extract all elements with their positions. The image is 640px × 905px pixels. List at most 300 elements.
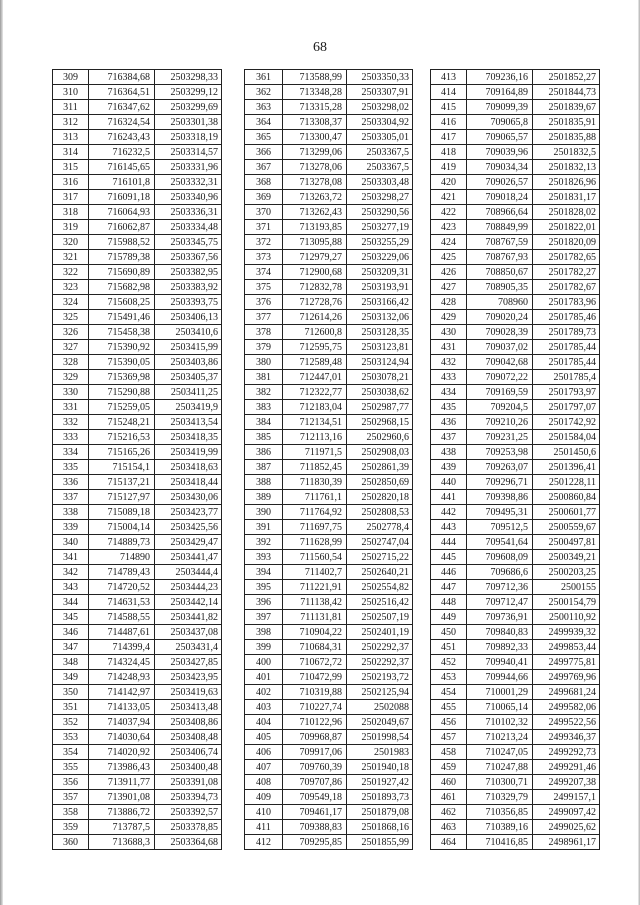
coordinate-table-2 [244, 69, 413, 850]
x-coordinate-cell: 712614,26 [283, 310, 347, 325]
point-number-cell: 373 [245, 250, 283, 265]
y-coordinate-cell: 2503419,99 [155, 445, 222, 460]
point-number-cell: 316 [53, 175, 89, 190]
table-row [431, 490, 600, 505]
x-coordinate-cell: 715216,53 [89, 430, 155, 445]
point-number-cell: 388 [245, 475, 283, 490]
y-coordinate-cell: 2503298,02 [347, 100, 413, 115]
table-row [245, 310, 413, 325]
x-coordinate-cell: 709736,91 [467, 610, 533, 625]
x-coordinate-cell: 708850,67 [467, 265, 533, 280]
point-number-cell: 336 [53, 475, 89, 490]
x-coordinate-cell: 709608,09 [467, 550, 533, 565]
table-row [53, 655, 222, 670]
table-row [431, 820, 600, 835]
y-coordinate-cell: 2499207,38 [533, 775, 600, 790]
table-row [245, 670, 413, 685]
y-coordinate-cell: 2503299,12 [155, 85, 222, 100]
x-coordinate-cell: 715004,14 [89, 520, 155, 535]
table-row [53, 100, 222, 115]
x-coordinate-cell: 716232,5 [89, 145, 155, 160]
point-number-cell: 463 [431, 820, 467, 835]
point-number-cell: 382 [245, 385, 283, 400]
x-coordinate-cell: 708767,59 [467, 235, 533, 250]
x-coordinate-cell: 713095,88 [283, 235, 347, 250]
x-coordinate-cell: 709541,64 [467, 535, 533, 550]
table-row [245, 475, 413, 490]
point-number-cell: 434 [431, 385, 467, 400]
y-coordinate-cell: 2503419,63 [155, 685, 222, 700]
y-coordinate-cell: 2503209,31 [347, 265, 413, 280]
y-coordinate-cell: 2500349,21 [533, 550, 600, 565]
point-number-cell: 353 [53, 730, 89, 745]
point-number-cell: 395 [245, 580, 283, 595]
x-coordinate-cell: 710472,99 [283, 670, 347, 685]
table-row [53, 280, 222, 295]
y-coordinate-cell: 2502088 [347, 700, 413, 715]
y-coordinate-cell: 2503418,63 [155, 460, 222, 475]
y-coordinate-cell: 2502820,18 [347, 490, 413, 505]
point-number-cell: 389 [245, 490, 283, 505]
coordinate-table-1 [52, 69, 222, 850]
y-coordinate-cell: 2503336,31 [155, 205, 222, 220]
y-coordinate-cell: 2503132,06 [347, 310, 413, 325]
point-number-cell: 425 [431, 250, 467, 265]
point-number-cell: 327 [53, 340, 89, 355]
y-coordinate-cell: 2503418,35 [155, 430, 222, 445]
y-coordinate-cell: 2501835,88 [533, 130, 600, 145]
y-coordinate-cell: 2501793,97 [533, 385, 600, 400]
table-row [245, 370, 413, 385]
table-row [431, 790, 600, 805]
point-number-cell: 349 [53, 670, 89, 685]
x-coordinate-cell: 711852,45 [283, 460, 347, 475]
table-row [431, 415, 600, 430]
y-coordinate-cell: 2499346,37 [533, 730, 600, 745]
point-number-cell: 413 [431, 70, 467, 85]
table-row [431, 145, 600, 160]
point-number-cell: 317 [53, 190, 89, 205]
point-number-cell: 318 [53, 205, 89, 220]
table-row [245, 550, 413, 565]
x-coordinate-cell: 715137,21 [89, 475, 155, 490]
point-number-cell: 412 [245, 835, 283, 850]
point-number-cell: 455 [431, 700, 467, 715]
table-row [245, 655, 413, 670]
x-coordinate-cell: 711971,5 [283, 445, 347, 460]
y-coordinate-cell: 2501228,11 [533, 475, 600, 490]
table-row [53, 460, 222, 475]
y-coordinate-cell: 2503441,47 [155, 550, 222, 565]
table-row [53, 745, 222, 760]
table-row [53, 205, 222, 220]
x-coordinate-cell: 713278,06 [283, 160, 347, 175]
x-coordinate-cell: 716347,62 [89, 100, 155, 115]
table-row [431, 580, 600, 595]
y-coordinate-cell: 2499157,1 [533, 790, 600, 805]
point-number-cell: 309 [53, 70, 89, 85]
x-coordinate-cell: 709712,47 [467, 595, 533, 610]
point-number-cell: 429 [431, 310, 467, 325]
x-coordinate-cell: 716145,65 [89, 160, 155, 175]
table-row [245, 385, 413, 400]
table-row [245, 460, 413, 475]
x-coordinate-cell: 708849,99 [467, 220, 533, 235]
x-coordinate-cell: 709018,24 [467, 190, 533, 205]
point-number-cell: 418 [431, 145, 467, 160]
point-number-cell: 347 [53, 640, 89, 655]
y-coordinate-cell: 2499097,42 [533, 805, 600, 820]
x-coordinate-cell: 713886,72 [89, 805, 155, 820]
y-coordinate-cell: 2501396,41 [533, 460, 600, 475]
table-row [431, 235, 600, 250]
x-coordinate-cell: 713588,99 [283, 70, 347, 85]
x-coordinate-cell: 714248,93 [89, 670, 155, 685]
y-coordinate-cell: 2503437,08 [155, 625, 222, 640]
table-row [431, 100, 600, 115]
y-coordinate-cell: 2499853,44 [533, 640, 600, 655]
point-number-cell: 320 [53, 235, 89, 250]
y-coordinate-cell: 2503431,4 [155, 640, 222, 655]
table-row [53, 595, 222, 610]
table-row [53, 355, 222, 370]
y-coordinate-cell: 2503423,77 [155, 505, 222, 520]
x-coordinate-cell: 710389,16 [467, 820, 533, 835]
x-coordinate-cell: 709892,33 [467, 640, 533, 655]
table-row [53, 835, 222, 850]
table-row [245, 685, 413, 700]
x-coordinate-cell: 716364,51 [89, 85, 155, 100]
table-row [245, 700, 413, 715]
table-row [431, 85, 600, 100]
point-number-cell: 423 [431, 220, 467, 235]
y-coordinate-cell: 2501832,13 [533, 160, 600, 175]
coordinate-tables [0, 69, 640, 848]
x-coordinate-cell: 711138,42 [283, 595, 347, 610]
table-row [431, 805, 600, 820]
y-coordinate-cell: 2503367,5 [347, 145, 413, 160]
table-row [431, 715, 600, 730]
table-row [53, 190, 222, 205]
table-row [53, 805, 222, 820]
table-row [431, 670, 600, 685]
x-coordinate-cell: 714133,05 [89, 700, 155, 715]
table-row [431, 445, 600, 460]
point-number-cell: 397 [245, 610, 283, 625]
table-row [53, 520, 222, 535]
table-row [245, 445, 413, 460]
x-coordinate-cell: 712113,16 [283, 430, 347, 445]
table-row [245, 835, 413, 850]
table-row [53, 265, 222, 280]
x-coordinate-cell: 709231,25 [467, 430, 533, 445]
x-coordinate-cell: 709707,86 [283, 775, 347, 790]
x-coordinate-cell: 709968,87 [283, 730, 347, 745]
table-row [245, 325, 413, 340]
table-row [431, 205, 600, 220]
table-row [245, 190, 413, 205]
table-row [245, 115, 413, 130]
point-number-cell: 399 [245, 640, 283, 655]
table-row [431, 355, 600, 370]
y-coordinate-cell: 2503277,19 [347, 220, 413, 235]
y-coordinate-cell: 2503383,92 [155, 280, 222, 295]
x-coordinate-cell: 709072,22 [467, 370, 533, 385]
x-coordinate-cell: 712447,01 [283, 370, 347, 385]
x-coordinate-cell: 715089,18 [89, 505, 155, 520]
y-coordinate-cell: 2503391,08 [155, 775, 222, 790]
y-coordinate-cell: 2503441,82 [155, 610, 222, 625]
point-number-cell: 433 [431, 370, 467, 385]
x-coordinate-cell: 713315,28 [283, 100, 347, 115]
x-coordinate-cell: 712900,68 [283, 265, 347, 280]
table-row [431, 310, 600, 325]
y-coordinate-cell: 2502960,6 [347, 430, 413, 445]
x-coordinate-cell: 716101,8 [89, 175, 155, 190]
table-row [431, 370, 600, 385]
point-number-cell: 329 [53, 370, 89, 385]
x-coordinate-cell: 716091,18 [89, 190, 155, 205]
x-coordinate-cell: 714487,61 [89, 625, 155, 640]
y-coordinate-cell: 2501893,73 [347, 790, 413, 805]
x-coordinate-cell: 713262,43 [283, 205, 347, 220]
x-coordinate-cell: 710319,88 [283, 685, 347, 700]
table-row [431, 115, 600, 130]
table-row [245, 70, 413, 85]
y-coordinate-cell: 2499291,46 [533, 760, 600, 775]
x-coordinate-cell: 715682,98 [89, 280, 155, 295]
point-number-cell: 446 [431, 565, 467, 580]
table-row [53, 580, 222, 595]
table-row [53, 385, 222, 400]
point-number-cell: 421 [431, 190, 467, 205]
table-row [245, 730, 413, 745]
table-row [245, 175, 413, 190]
y-coordinate-cell: 2501940,18 [347, 760, 413, 775]
point-number-cell: 321 [53, 250, 89, 265]
x-coordinate-cell: 711764,92 [283, 505, 347, 520]
table-row [53, 610, 222, 625]
table-row [53, 445, 222, 460]
point-number-cell: 384 [245, 415, 283, 430]
x-coordinate-cell: 709210,26 [467, 415, 533, 430]
point-number-cell: 356 [53, 775, 89, 790]
x-coordinate-cell: 714789,43 [89, 565, 155, 580]
point-number-cell: 392 [245, 535, 283, 550]
y-coordinate-cell: 2503367,56 [155, 250, 222, 265]
x-coordinate-cell: 712183,04 [283, 400, 347, 415]
x-coordinate-cell: 709495,31 [467, 505, 533, 520]
table-row [53, 340, 222, 355]
y-coordinate-cell: 2503345,75 [155, 235, 222, 250]
table-row [431, 505, 600, 520]
y-coordinate-cell: 2503394,73 [155, 790, 222, 805]
point-number-cell: 393 [245, 550, 283, 565]
point-number-cell: 414 [431, 85, 467, 100]
point-number-cell: 367 [245, 160, 283, 175]
x-coordinate-cell: 709253,98 [467, 445, 533, 460]
table-row [53, 670, 222, 685]
point-number-cell: 420 [431, 175, 467, 190]
y-coordinate-cell: 2502850,69 [347, 475, 413, 490]
table-row [245, 400, 413, 415]
y-coordinate-cell: 2503410,6 [155, 325, 222, 340]
y-coordinate-cell: 2502193,72 [347, 670, 413, 685]
table-row [245, 265, 413, 280]
y-coordinate-cell: 2501844,73 [533, 85, 600, 100]
table-row [245, 775, 413, 790]
x-coordinate-cell: 714588,55 [89, 610, 155, 625]
x-coordinate-cell: 710213,24 [467, 730, 533, 745]
y-coordinate-cell: 2501450,6 [533, 445, 600, 460]
y-coordinate-cell: 2501783,96 [533, 295, 600, 310]
y-coordinate-cell: 2500497,81 [533, 535, 600, 550]
point-number-cell: 444 [431, 535, 467, 550]
point-number-cell: 390 [245, 505, 283, 520]
x-coordinate-cell: 714020,92 [89, 745, 155, 760]
table-row [431, 160, 600, 175]
x-coordinate-cell: 709236,16 [467, 70, 533, 85]
x-coordinate-cell: 709039,96 [467, 145, 533, 160]
x-coordinate-cell: 715390,92 [89, 340, 155, 355]
y-coordinate-cell: 2501782,65 [533, 250, 600, 265]
table-row [53, 70, 222, 85]
x-coordinate-cell: 712595,75 [283, 340, 347, 355]
table-row [245, 100, 413, 115]
table-row [53, 640, 222, 655]
y-coordinate-cell: 2503400,48 [155, 760, 222, 775]
table-row [431, 685, 600, 700]
y-coordinate-cell: 2502554,82 [347, 580, 413, 595]
table-row [53, 685, 222, 700]
point-number-cell: 342 [53, 565, 89, 580]
point-number-cell: 452 [431, 655, 467, 670]
table-row [245, 760, 413, 775]
table-row [431, 565, 600, 580]
x-coordinate-cell: 709169,59 [467, 385, 533, 400]
y-coordinate-cell: 2501832,5 [533, 145, 600, 160]
x-coordinate-cell: 716064,93 [89, 205, 155, 220]
point-number-cell: 428 [431, 295, 467, 310]
y-coordinate-cell: 2501820,09 [533, 235, 600, 250]
point-number-cell: 441 [431, 490, 467, 505]
x-coordinate-cell: 715491,46 [89, 310, 155, 325]
point-number-cell: 400 [245, 655, 283, 670]
point-number-cell: 372 [245, 235, 283, 250]
table-row [53, 325, 222, 340]
table-row [53, 430, 222, 445]
point-number-cell: 403 [245, 700, 283, 715]
x-coordinate-cell: 708767,93 [467, 250, 533, 265]
y-coordinate-cell: 2501826,96 [533, 175, 600, 190]
point-number-cell: 361 [245, 70, 283, 85]
x-coordinate-cell: 711761,1 [283, 490, 347, 505]
table-row [53, 550, 222, 565]
table-row [53, 295, 222, 310]
point-number-cell: 410 [245, 805, 283, 820]
y-coordinate-cell: 2502861,39 [347, 460, 413, 475]
table-row [245, 580, 413, 595]
point-number-cell: 330 [53, 385, 89, 400]
table-row [53, 565, 222, 580]
x-coordinate-cell: 708905,35 [467, 280, 533, 295]
y-coordinate-cell: 2503038,62 [347, 385, 413, 400]
x-coordinate-cell: 715988,52 [89, 235, 155, 250]
x-coordinate-cell: 709295,85 [283, 835, 347, 850]
table-row [431, 295, 600, 310]
point-number-cell: 343 [53, 580, 89, 595]
table-row [431, 730, 600, 745]
x-coordinate-cell: 713278,08 [283, 175, 347, 190]
point-number-cell: 406 [245, 745, 283, 760]
point-number-cell: 322 [53, 265, 89, 280]
y-coordinate-cell: 2503403,86 [155, 355, 222, 370]
point-number-cell: 358 [53, 805, 89, 820]
table-row [53, 250, 222, 265]
y-coordinate-cell: 2499769,96 [533, 670, 600, 685]
point-number-cell: 430 [431, 325, 467, 340]
y-coordinate-cell: 2501785,44 [533, 355, 600, 370]
x-coordinate-cell: 710247,05 [467, 745, 533, 760]
x-coordinate-cell: 710329,79 [467, 790, 533, 805]
y-coordinate-cell: 2501789,73 [533, 325, 600, 340]
y-coordinate-cell: 2502808,53 [347, 505, 413, 520]
x-coordinate-cell: 715290,88 [89, 385, 155, 400]
x-coordinate-cell: 709026,57 [467, 175, 533, 190]
y-coordinate-cell: 2503429,47 [155, 535, 222, 550]
y-coordinate-cell: 2503392,57 [155, 805, 222, 820]
x-coordinate-cell: 711131,81 [283, 610, 347, 625]
point-number-cell: 366 [245, 145, 283, 160]
x-coordinate-cell: 715789,38 [89, 250, 155, 265]
point-number-cell: 338 [53, 505, 89, 520]
x-coordinate-cell: 715127,97 [89, 490, 155, 505]
table-row [431, 835, 600, 850]
x-coordinate-cell: 710416,85 [467, 835, 533, 850]
y-coordinate-cell: 2503382,95 [155, 265, 222, 280]
table-row [431, 220, 600, 235]
table-row [245, 715, 413, 730]
point-number-cell: 431 [431, 340, 467, 355]
point-number-cell: 398 [245, 625, 283, 640]
y-coordinate-cell: 2503304,92 [347, 115, 413, 130]
y-coordinate-cell: 2501852,27 [533, 70, 600, 85]
point-number-cell: 377 [245, 310, 283, 325]
point-number-cell: 385 [245, 430, 283, 445]
point-number-cell: 394 [245, 565, 283, 580]
x-coordinate-cell: 714324,45 [89, 655, 155, 670]
x-coordinate-cell: 709840,83 [467, 625, 533, 640]
x-coordinate-cell: 710247,88 [467, 760, 533, 775]
table-row [431, 475, 600, 490]
point-number-cell: 451 [431, 640, 467, 655]
y-coordinate-cell: 2501828,02 [533, 205, 600, 220]
x-coordinate-cell: 713263,72 [283, 190, 347, 205]
point-number-cell: 334 [53, 445, 89, 460]
y-coordinate-cell: 2501785,44 [533, 340, 600, 355]
point-number-cell: 407 [245, 760, 283, 775]
table-row [53, 820, 222, 835]
x-coordinate-cell: 709712,36 [467, 580, 533, 595]
table-row [53, 85, 222, 100]
point-number-cell: 368 [245, 175, 283, 190]
y-coordinate-cell: 2501879,08 [347, 805, 413, 820]
point-number-cell: 332 [53, 415, 89, 430]
point-number-cell: 335 [53, 460, 89, 475]
table-row [431, 760, 600, 775]
point-number-cell: 310 [53, 85, 89, 100]
x-coordinate-cell: 711221,91 [283, 580, 347, 595]
